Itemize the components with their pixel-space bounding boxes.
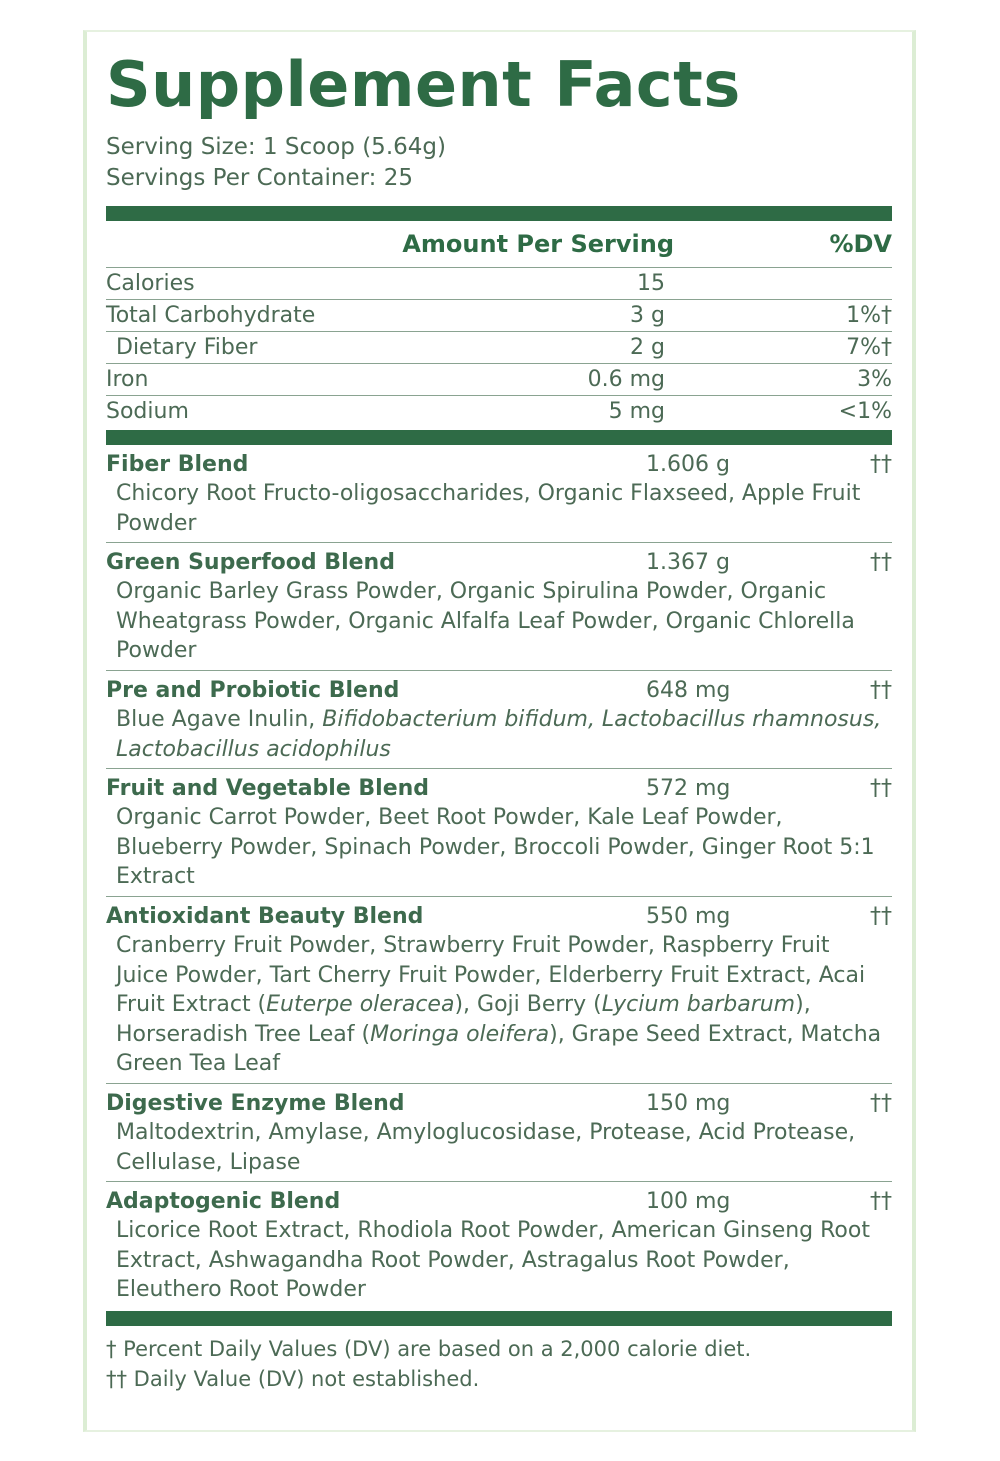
blend-amount: 1.367 g <box>646 550 730 576</box>
blend-dv: †† <box>870 452 892 477</box>
blend-dv: †† <box>870 1189 892 1215</box>
nutrient-row <box>106 268 892 300</box>
footnotes <box>106 1326 892 1394</box>
blend-amount: 150 mg <box>646 1090 731 1116</box>
blend-header <box>106 1089 892 1118</box>
blend-dv: †† <box>870 550 892 576</box>
blend-name: Digestive Enzyme Blend <box>106 1090 405 1116</box>
ingredient-text: Maltodextrin, Amylase, Amyloglucosidase, Protease, Acid Protease, Cellulase, Lipase <box>116 1119 856 1175</box>
ingredient-text: Licorice Root Extract, Rhodiola Root Powder, American Ginseng Root Extract, Ashwagandha Root Powder, Astragalus Root Powder, Eleuthero Root Powder <box>116 1218 870 1303</box>
servings-per-container: Servings Per Container: 25 <box>106 165 413 191</box>
serving-size: Serving Size: 1 Scoop (5.64g) <box>106 134 446 160</box>
label-title: Supplement Facts <box>106 48 741 121</box>
blend-section <box>106 769 892 897</box>
dv-header: %DV <box>829 230 892 258</box>
thick-rule-middle <box>106 430 892 445</box>
nutrient-dv: <1% <box>838 399 892 424</box>
blend-amount: 1.606 g <box>646 452 730 477</box>
supplement-facts-label <box>106 40 892 1394</box>
blend-list <box>106 445 892 1309</box>
blend-dv: †† <box>870 903 892 929</box>
ingredient-latin-name: Lycium barbarum <box>601 992 796 1018</box>
blend-section <box>106 543 892 671</box>
blend-section <box>106 1182 892 1309</box>
nutrient-amount: 2 g <box>630 335 665 360</box>
ingredient-text: Cranberry Fruit Powder, Strawberry Fruit Powder, Raspberry Fruit Juice Powder, Tart Cherry Fruit Powder, Elderberry Fruit Extract, Acai Fruit Extract ( <box>116 932 866 1018</box>
ingredient-text: ), Grape Seed Extract, Matcha Green Tea Leaf <box>116 1021 882 1077</box>
blend-ingredients <box>106 931 892 1079</box>
blend-header <box>106 676 892 705</box>
blend-ingredients <box>106 1216 892 1305</box>
nutrient-amount: 15 <box>637 271 665 296</box>
nutrient-row <box>106 364 892 396</box>
blend-ingredients <box>106 705 892 764</box>
blend-header <box>106 548 892 577</box>
nutrient-amount: 3 g <box>630 303 665 328</box>
blend-name: Adaptogenic Blend <box>106 1189 341 1215</box>
blend-dv: †† <box>870 776 892 802</box>
ingredient-latin-name: Moringa oleifera <box>370 1021 550 1047</box>
ingredient-text: Organic Carrot Powder, Beet Root Powder, Kale Leaf Powder, Blueberry Powder, Spinach Powder, Broccoli Powder, Ginger Root 5:1 Extract <box>116 805 875 890</box>
blend-header <box>106 774 892 803</box>
blend-amount: 648 mg <box>646 677 731 703</box>
nutrient-name: Total Carbohydrate <box>106 303 316 328</box>
nutrient-dv: 7%† <box>846 335 892 360</box>
blend-dv: †† <box>870 677 892 703</box>
ingredient-text: Organic Barley Grass Powder, Organic Spirulina Powder, Organic Wheatgrass Powder, Organic Alfalfa Leaf Powder, Organic Chlorella Powder <box>116 579 855 664</box>
nutrient-name: Sodium <box>106 399 189 424</box>
nutrient-amount: 0.6 mg <box>587 367 665 392</box>
blend-section <box>106 1084 892 1182</box>
nutrient-name: Dietary Fiber <box>116 335 258 360</box>
column-header <box>106 221 892 267</box>
thick-rule-bottom <box>106 1311 892 1326</box>
blend-header <box>106 450 892 479</box>
blend-ingredients <box>106 1118 892 1177</box>
blend-header <box>106 902 892 931</box>
blend-amount: 572 mg <box>646 776 731 802</box>
nutrient-row <box>106 332 892 364</box>
nutrient-table <box>106 268 892 427</box>
blend-name: Green Superfood Blend <box>106 550 395 576</box>
blend-amount: 100 mg <box>646 1189 731 1215</box>
blend-name: Antioxidant Beauty Blend <box>106 903 424 929</box>
ingredient-latin-name: Euterpe oleracea <box>266 992 455 1018</box>
ingredient-text: ), Horseradish Tree Leaf ( <box>116 992 811 1047</box>
blend-name: Fruit and Vegetable Blend <box>106 776 430 802</box>
nutrient-row <box>106 396 892 427</box>
footnote-dv-not-established: †† Daily Value (DV) not established. <box>106 1366 480 1391</box>
ingredient-text: Blue Agave Inulin, <box>116 706 323 732</box>
blend-section <box>106 445 892 543</box>
nutrient-dv: 1%† <box>846 303 892 328</box>
blend-ingredients <box>106 803 892 892</box>
nutrient-row <box>106 300 892 332</box>
blend-ingredients <box>106 577 892 666</box>
ingredient-text: ), Goji Berry ( <box>454 992 602 1018</box>
blend-amount: 550 mg <box>646 903 731 929</box>
thick-rule-top <box>106 206 892 221</box>
amount-per-serving-header: Amount Per Serving <box>402 230 674 258</box>
blend-dv: †† <box>870 1090 892 1116</box>
nutrient-dv: 3% <box>857 367 892 392</box>
nutrient-name: Iron <box>106 367 149 392</box>
blend-section <box>106 897 892 1084</box>
ingredient-latin-name: Bifidobacterium bifidum, Lactobacillus rhamnosus, Lactobacillus acidophilus <box>116 706 882 762</box>
blend-header <box>106 1187 892 1216</box>
ingredient-text: Chicory Root Fructo-oligosaccharides, Organic Flaxseed, Apple Fruit Powder <box>116 481 861 536</box>
footnote-dv-basis: † Percent Daily Values (DV) are based on a 2,000 calorie diet. <box>106 1336 752 1361</box>
nutrient-name: Calories <box>106 271 195 296</box>
blend-name: Fiber Blend <box>106 452 249 477</box>
blend-name: Pre and Probiotic Blend <box>106 677 400 703</box>
nutrient-amount: 5 mg <box>608 399 665 424</box>
blend-ingredients <box>106 479 892 538</box>
blend-section <box>106 671 892 769</box>
